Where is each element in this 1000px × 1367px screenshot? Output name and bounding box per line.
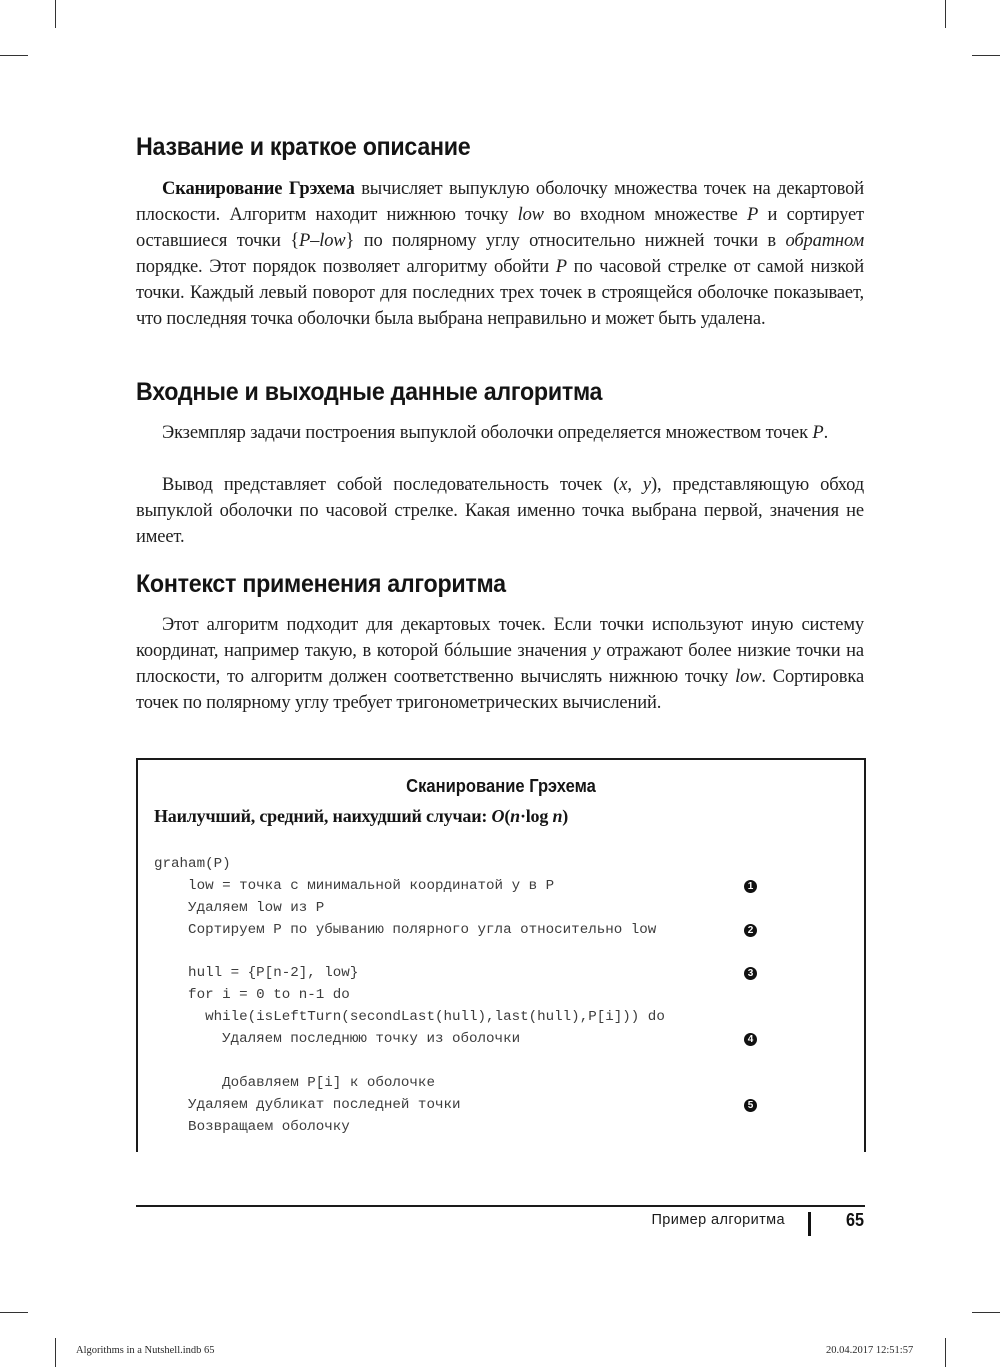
paragraph-output: Вывод представляет собой последовательность точек (x, y), представляющую обход выпуклой оболочки по часовой стрелке. Какая именно точка выбрана первой, значения не имеет. xyxy=(136,475,864,547)
slug-timestamp: 20.04.2017 12:51:57 xyxy=(826,1345,914,1356)
complexity-paren-close: ) xyxy=(562,806,569,826)
running-head-separator xyxy=(808,1212,811,1236)
algorithm-box-title: Сканирование Грэхема xyxy=(406,776,596,796)
paragraph-input: Экземпляр задачи построения выпуклой оболочки определяется множеством точек P. xyxy=(162,423,829,443)
code-line xyxy=(154,942,734,964)
code-line: hull = {P[n-2], low} 3 xyxy=(154,963,734,985)
crop-mark-bottom-left xyxy=(55,1338,56,1367)
callout-number-icon: 5 xyxy=(744,1099,757,1112)
code-line: Удаляем последнюю точку из оболочки 4 xyxy=(154,1029,734,1051)
callout-number-icon: 4 xyxy=(744,1033,757,1046)
callout-number-icon: 1 xyxy=(744,880,757,893)
callout-number-icon: 3 xyxy=(744,967,757,980)
section-heading-name-description: Название и краткое описание xyxy=(136,133,471,161)
footer-rule xyxy=(136,1205,865,1207)
code-line: while(isLeftTurn(secondLast(hull),last(hull),P[i])) do xyxy=(154,1009,665,1026)
page-number: 65 xyxy=(845,1210,864,1230)
code-line: for i = 0 to n-1 do xyxy=(154,987,350,1004)
code-line: Добавляем P[i] к оболочке xyxy=(154,1074,435,1091)
complexity-label: Наилучший, средний, наихудший случаи: xyxy=(154,806,492,826)
paragraph-description: Сканирование Грэхема вычисляет выпуклую оболочку множества точек на декартовой плоскости. Алгоритм находит нижнюю точку low во входном множестве P и сортирует оставшиеся точки {P–low} по полярному углу относительно нижней точки в обратном порядке. Этот порядок позволяет алгоритму обойти P по часовой стрелке от самой низкой точки. Каждый левый поворот для последних трех точек в строящейся оболочке показывает, что последняя точка оболочки была выбрана неправильно и может быть удалена. xyxy=(136,179,864,329)
crop-mark-top-right xyxy=(945,0,946,28)
code-line: Удаляем low из P xyxy=(154,899,325,916)
slug-filename: Algorithms in a Nutshell.indb 65 xyxy=(76,1345,215,1356)
code-line: Сортируем P по убыванию полярного угла относительно low 2 xyxy=(154,920,734,942)
complexity-big-o: O xyxy=(491,806,505,826)
crop-mark-bottom-right xyxy=(945,1338,946,1367)
running-head: Пример алгоритма xyxy=(651,1212,785,1228)
algorithm-box xyxy=(136,758,866,1152)
complexity-n-2: n xyxy=(552,806,563,826)
complexity-log: ·log xyxy=(519,806,553,826)
code-line: Возвращаем оболочку xyxy=(154,1118,350,1135)
code-line xyxy=(154,1051,734,1073)
code-line: graham(P) xyxy=(154,856,231,872)
paragraph-context: Этот алгоритм подходит для декартовых точек. Если точки используют иную систему координат, например такую, в которой бóльшие значения y отражают более низкие точки на плоскости, то алгоритм должен соответственно вычислять нижнюю точку low. Сортировка точек по полярному углу требует тригонометрических вычислений. xyxy=(136,615,865,713)
code-line: Удаляем дубликат последней точки 5 xyxy=(154,1095,734,1117)
code-line: low = точка с минимальной координатой y в P 1 xyxy=(154,876,734,898)
section-heading-context: Контекст применения алгоритма xyxy=(136,570,506,598)
crop-mark-top-left xyxy=(55,0,56,28)
section-heading-input-output: Входные и выходные данные алгоритма xyxy=(136,378,603,406)
crop-mark-top-left-h xyxy=(0,55,28,56)
callout-number-icon: 2 xyxy=(744,924,757,937)
pseudocode-block xyxy=(154,854,754,1139)
crop-mark-bottom-right-h xyxy=(972,1312,1000,1313)
algorithm-complexity xyxy=(154,806,568,827)
crop-mark-top-right-h xyxy=(972,55,1000,56)
complexity-n: n xyxy=(510,806,520,826)
complexity-paren-open: ( xyxy=(504,806,511,826)
crop-mark-bottom-left-h xyxy=(0,1312,28,1313)
